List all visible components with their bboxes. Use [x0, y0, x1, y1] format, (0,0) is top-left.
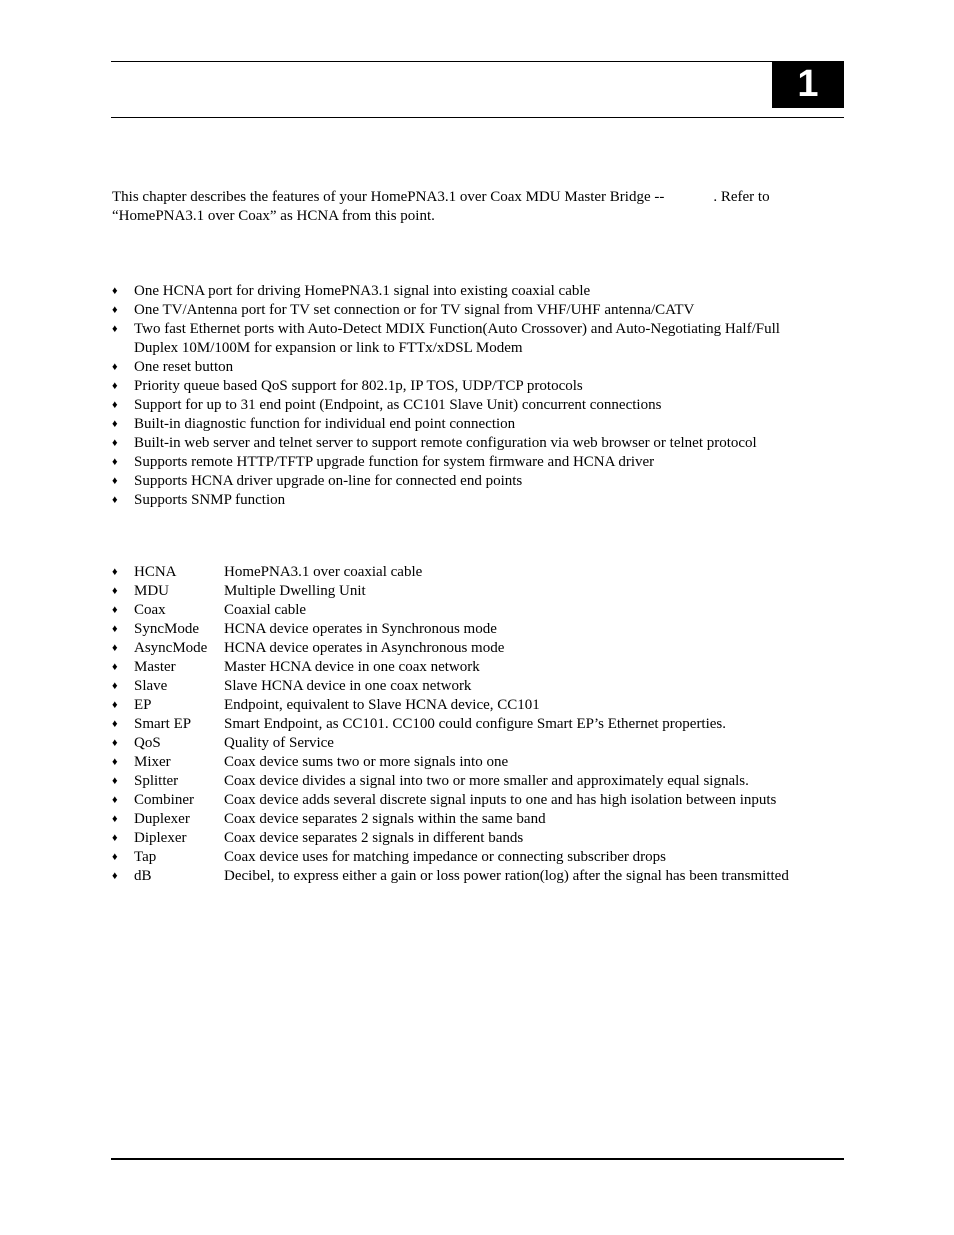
feature-text	[134, 358, 780, 377]
term-name: Mixer	[134, 754, 171, 770]
bullet-icon: ♦	[112, 494, 118, 506]
term-definition: Coax device uses for matching impedance or connecting subscriber drops	[224, 849, 666, 865]
term-item	[112, 677, 789, 696]
term-definition: HomePNA3.1 over coaxial cable	[224, 564, 423, 580]
feature-text-line: Duplex 10M/100M for expansion or link to FTTx/xDSL Modem	[134, 340, 523, 356]
intro-text-before: This chapter describes the features of your HomePNA3.1 over Coax MDU Master Bridge --	[112, 189, 665, 205]
term-name: Coax	[134, 602, 166, 618]
term-item	[112, 715, 789, 734]
bullet-icon: ♦	[112, 475, 118, 487]
feature-item	[112, 377, 780, 396]
bullet-icon: ♦	[112, 851, 118, 863]
feature-text-line: Priority queue based QoS support for 802.1p, IP TOS, UDP/TCP protocols	[134, 378, 583, 394]
feature-text-line: Supports remote HTTP/TFTP upgrade function for system firmware and HCNA driver	[134, 454, 655, 470]
feature-text	[134, 415, 780, 434]
term-item	[112, 620, 789, 639]
feature-item	[112, 396, 780, 415]
term-name: QoS	[134, 735, 161, 751]
term-item	[112, 829, 789, 848]
bullet-icon: ♦	[112, 566, 118, 578]
term-name: Duplexer	[134, 811, 190, 827]
term-name: SyncMode	[134, 621, 199, 637]
bullet-icon: ♦	[112, 380, 118, 392]
term-definition: Quality of Service	[224, 735, 334, 751]
bullet-icon: ♦	[112, 585, 118, 597]
bullet-icon: ♦	[112, 832, 118, 844]
header-bottom-rule	[111, 117, 844, 118]
bullet-icon: ♦	[112, 699, 118, 711]
bullet-icon: ♦	[112, 737, 118, 749]
bullet-icon: ♦	[112, 794, 118, 806]
bullet-icon: ♦	[112, 304, 118, 316]
bullet-icon: ♦	[112, 680, 118, 692]
feature-text-line: Two fast Ethernet ports with Auto-Detect MDIX Function(Auto Crossover) and Auto-Negotiating Half/Full	[134, 321, 780, 337]
term-item	[112, 848, 789, 867]
bullet-icon: ♦	[112, 756, 118, 768]
feature-text-line: One HCNA port for driving HomePNA3.1 signal into existing coaxial cable	[134, 283, 591, 299]
term-name: AsyncMode	[134, 640, 208, 656]
feature-text-line: Supports HCNA driver upgrade on-line for connected end points	[134, 473, 523, 489]
term-name: HCNA	[134, 564, 177, 580]
feature-text-line: One TV/Antenna port for TV set connection or for TV signal from VHF/UHF antenna/CATV	[134, 302, 695, 318]
feature-item	[112, 472, 780, 491]
intro-line-1	[112, 188, 770, 207]
bullet-icon: ♦	[112, 323, 118, 335]
term-definition: HCNA device operates in Asynchronous mode	[224, 640, 505, 656]
term-name: Master	[134, 659, 176, 675]
term-item	[112, 563, 789, 582]
feature-item	[112, 434, 780, 453]
term-definition: Coax device sums two or more signals into one	[224, 754, 509, 770]
term-item	[112, 658, 789, 677]
term-definition: Master HCNA device in one coax network	[224, 659, 480, 675]
feature-text-line: Built-in web server and telnet server to support remote configuration via web browser or telnet protocol	[134, 435, 757, 451]
feature-item	[112, 301, 780, 320]
term-name: EP	[134, 697, 152, 713]
feature-text	[134, 301, 780, 320]
term-name: Splitter	[134, 773, 179, 789]
bullet-icon: ♦	[112, 775, 118, 787]
features-list	[112, 282, 780, 510]
bullet-icon: ♦	[112, 285, 118, 297]
term-item	[112, 639, 789, 658]
terms-list	[112, 563, 789, 886]
feature-text	[134, 472, 780, 491]
term-item	[112, 753, 789, 772]
feature-text	[134, 282, 780, 301]
term-name: Slave	[134, 678, 168, 694]
feature-text	[134, 396, 780, 415]
feature-text	[134, 453, 780, 472]
term-item	[112, 582, 789, 601]
feature-text-line: Built-in diagnostic function for individual end point connection	[134, 416, 516, 432]
term-item	[112, 696, 789, 715]
intro-text-after: . Refer to	[713, 189, 770, 205]
bullet-icon: ♦	[112, 604, 118, 616]
chapter-number-badge: 1	[772, 61, 844, 108]
footer-rule	[111, 1158, 844, 1160]
term-item	[112, 601, 789, 620]
term-item	[112, 867, 789, 886]
feature-text-line: Support for up to 31 end point (Endpoint, as CC101 Slave Unit) concurrent connections	[134, 397, 662, 413]
term-definition: Multiple Dwelling Unit	[224, 583, 366, 599]
term-definition: Endpoint, equivalent to Slave HCNA device, CC101	[224, 697, 540, 713]
feature-text-line: One reset button	[134, 359, 234, 375]
bullet-icon: ♦	[112, 623, 118, 635]
feature-text-line: Supports SNMP function	[134, 492, 286, 508]
term-name: Combiner	[134, 792, 194, 808]
feature-text	[134, 434, 780, 453]
bullet-icon: ♦	[112, 642, 118, 654]
header-top-rule	[111, 61, 844, 62]
bullet-icon: ♦	[112, 437, 118, 449]
bullet-icon: ♦	[112, 418, 118, 430]
term-name: Smart EP	[134, 716, 192, 732]
term-definition: Coaxial cable	[224, 602, 307, 618]
feature-item	[112, 491, 780, 510]
feature-item	[112, 320, 780, 358]
feature-item	[112, 358, 780, 377]
feature-item	[112, 282, 780, 301]
term-item	[112, 772, 789, 791]
bullet-icon: ♦	[112, 456, 118, 468]
bullet-icon: ♦	[112, 661, 118, 673]
bullet-icon: ♦	[112, 361, 118, 373]
intro-line-2: “HomePNA3.1 over Coax” as HCNA from this point.	[112, 208, 435, 224]
feature-text	[134, 320, 780, 358]
bullet-icon: ♦	[112, 399, 118, 411]
bullet-icon: ♦	[112, 870, 118, 882]
term-name: Tap	[134, 849, 157, 865]
term-definition: Coax device adds several discrete signal inputs to one and has high isolation between inputs	[224, 792, 777, 808]
term-definition: Smart Endpoint, as CC101. CC100 could configure Smart EP’s Ethernet properties.	[224, 716, 727, 732]
term-definition: Coax device separates 2 signals in different bands	[224, 830, 524, 846]
term-definition: Slave HCNA device in one coax network	[224, 678, 472, 694]
term-name: MDU	[134, 583, 170, 599]
feature-text	[134, 377, 780, 396]
term-item	[112, 810, 789, 829]
bullet-icon: ♦	[112, 813, 118, 825]
term-name: dB	[134, 868, 152, 884]
term-item	[112, 734, 789, 753]
feature-item	[112, 453, 780, 472]
feature-item	[112, 415, 780, 434]
feature-text	[134, 491, 780, 510]
term-definition: Coax device divides a signal into two or more smaller and approximately equal signals.	[224, 773, 749, 789]
term-definition: HCNA device operates in Synchronous mode	[224, 621, 497, 637]
bullet-icon: ♦	[112, 718, 118, 730]
term-name: Diplexer	[134, 830, 187, 846]
term-definition: Coax device separates 2 signals within the same band	[224, 811, 546, 827]
term-item	[112, 791, 789, 810]
term-definition: Decibel, to express either a gain or loss power ration(log) after the signal has been transmitted	[224, 868, 789, 884]
